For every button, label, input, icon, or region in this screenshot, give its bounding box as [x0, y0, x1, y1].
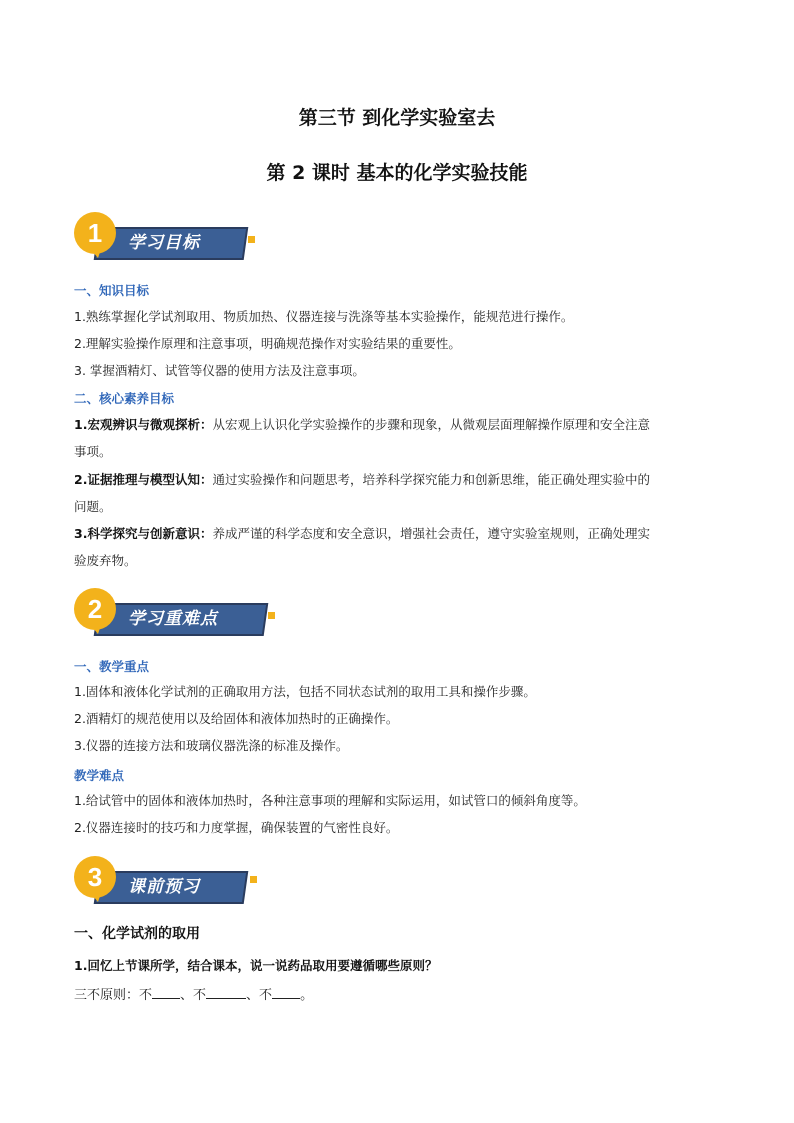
- knowledge-heading: 一、知识目标: [74, 283, 150, 298]
- list-item: 1.给试管中的固体和液体加热时，各种注意事项的理解和实际运用，如试管口的倾斜角度等。: [74, 793, 586, 808]
- item-lead: 2.证据推理与模型认知：: [74, 472, 213, 487]
- section-number-icon: 1: [74, 212, 116, 254]
- item-lead: 3.科学探究与创新意识：: [74, 526, 213, 541]
- section-label: 课前预习: [128, 877, 200, 897]
- focus-heading: 一、教学重点: [74, 659, 150, 674]
- difficulty-heading: 教学难点: [74, 768, 125, 783]
- section-number-icon: 3: [74, 856, 116, 898]
- list-item: 2.酒精灯的规范使用以及给固体和液体加热时的正确操作。: [74, 711, 399, 726]
- section-label: 学习重难点: [128, 609, 218, 629]
- section-badge-preview: [74, 856, 274, 918]
- core-literacy-heading: 二、核心素养目标: [74, 391, 175, 406]
- list-item-continuation: 问题。: [74, 499, 112, 514]
- list-item: 3.科学探究与创新意识：养成严谨的科学态度和安全意识，增强社会责任，遵守实验室规则，正确处理实: [74, 526, 650, 541]
- list-item: 2.证据推理与模型认知：通过实验操作和问题思考，培养科学探究能力和创新思维，能正确处理实验中的: [74, 472, 650, 487]
- answer-blank[interactable]: [152, 986, 180, 999]
- section-number-icon: 2: [74, 588, 116, 630]
- lesson-subtitle: 第 2 课时 基本的化学实验技能: [266, 162, 528, 184]
- answer-blank[interactable]: [272, 986, 300, 999]
- fill-in-blank-line: 三不原则：不 、不 、不 。: [74, 988, 314, 1003]
- section-label: 学习目标: [128, 233, 200, 253]
- list-item: 2.仪器连接时的技巧和力度掌握，确保装置的气密性良好。: [74, 820, 399, 835]
- list-item-continuation: 验废弃物。: [74, 553, 137, 568]
- answer-blank[interactable]: [206, 986, 246, 999]
- list-item: 3.仪器的连接方法和玻璃仪器洗涤的标准及操作。: [74, 738, 349, 753]
- preview-question: 1.回忆上节课所学，结合课本，说一说药品取用要遵循哪些原则？: [74, 958, 438, 973]
- list-item: 1.熟练掌握化学试剂取用、物质加热、仪器连接与洗涤等基本实验操作，能规范进行操作。: [74, 309, 574, 324]
- list-item: 1.宏观辨识与微观探析：从宏观上认识化学实验操作的步骤和现象，从微观层面理解操作原理和安全注意: [74, 417, 650, 432]
- list-item: 3. 掌握酒精灯、试管等仪器的使用方法及注意事项。: [74, 363, 365, 378]
- list-item-continuation: 事项。: [74, 444, 112, 459]
- list-item: 1.固体和液体化学试剂的正确取用方法，包括不同状态试剂的取用工具和操作步骤。: [74, 684, 536, 699]
- section-badge-key-points: [74, 588, 274, 650]
- preview-heading: 一、化学试剂的取用: [74, 926, 200, 942]
- item-lead: 1.宏观辨识与微观探析：: [74, 417, 213, 432]
- page-title: 第三节 到化学实验室去: [298, 107, 496, 129]
- section-badge-objectives: [74, 212, 274, 274]
- list-item: 2.理解实验操作原理和注意事项，明确规范操作对实验结果的重要性。: [74, 336, 461, 351]
